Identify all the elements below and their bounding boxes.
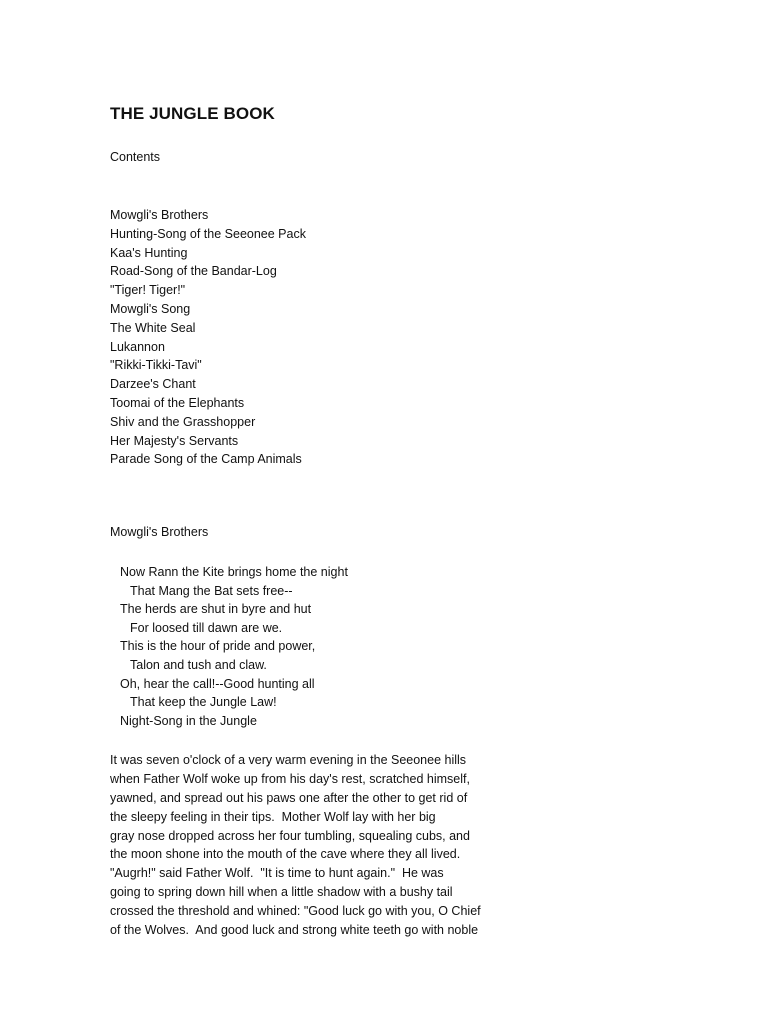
poem-line: Oh, hear the call!--Good hunting all (120, 676, 315, 691)
body-line: of the Wolves. And good luck and strong white teeth go with noble (110, 923, 479, 938)
toc-item: Kaa's Hunting (110, 245, 188, 260)
toc-item: Toomai of the Elephants (110, 395, 245, 410)
body-line: going to spring down hill when a little shadow with a bushy tail (110, 885, 453, 900)
toc-item: Darzee's Chant (110, 377, 196, 392)
poem-line: Now Rann the Kite brings home the night (120, 565, 348, 579)
toc-item: Shiv and the Grasshopper (110, 414, 256, 429)
chapter-heading: Mowgli's Brothers (110, 525, 209, 539)
poem-line: That keep the Jungle Law! (130, 695, 277, 710)
toc-item: Road-Song of the Bandar-Log (110, 264, 277, 279)
document-title: THE JUNGLE BOOK (110, 104, 275, 123)
body-line: "Augrh!" said Father Wolf. "It is time to hunt again." He was (110, 866, 444, 881)
poem-line: That Mang the Bat sets free-- (130, 583, 293, 598)
epigraph-poem (110, 563, 348, 730)
body-line: when Father Wolf woke up from his day's rest, scratched himself, (110, 771, 470, 786)
toc-item: Lukannon (110, 339, 165, 354)
body-line: crossed the threshold and whined: "Good luck go with you, O Chief (110, 904, 481, 919)
toc-item: Hunting-Song of the Seeonee Pack (110, 226, 306, 241)
body-line: It was seven o'clock of a very warm evening in the Seeonee hills (110, 753, 467, 767)
toc-item: "Rikki-Tikki-Tavi" (110, 358, 202, 373)
poem-line: For loosed till dawn are we. (130, 620, 283, 635)
toc-item: Her Majesty's Servants (110, 433, 239, 448)
poem-line: This is the hour of pride and power, (120, 639, 316, 654)
toc-item: Mowgli's Song (110, 301, 191, 316)
table-of-contents (110, 206, 306, 469)
contents-heading: Contents (110, 150, 161, 164)
body-line: the moon shone into the mouth of the cave where they all lived. (110, 847, 461, 862)
toc-item: Mowgli's Brothers (110, 208, 209, 222)
body-line: yawned, and spread out his paws one after the other to get rid of (110, 790, 468, 805)
chapter-body (110, 751, 481, 940)
poem-attribution: Night-Song in the Jungle (120, 713, 257, 728)
toc-item: Parade Song of the Camp Animals (110, 452, 302, 467)
poem-line: Talon and tush and claw. (130, 657, 267, 672)
toc-item: "Tiger! Tiger!" (110, 283, 186, 298)
poem-line: The herds are shut in byre and hut (120, 602, 312, 617)
toc-item: The White Seal (110, 320, 196, 335)
body-line: gray nose dropped across her four tumbling, squealing cubs, and (110, 828, 470, 843)
body-line: the sleepy feeling in their tips. Mother Wolf lay with her big (110, 809, 436, 824)
